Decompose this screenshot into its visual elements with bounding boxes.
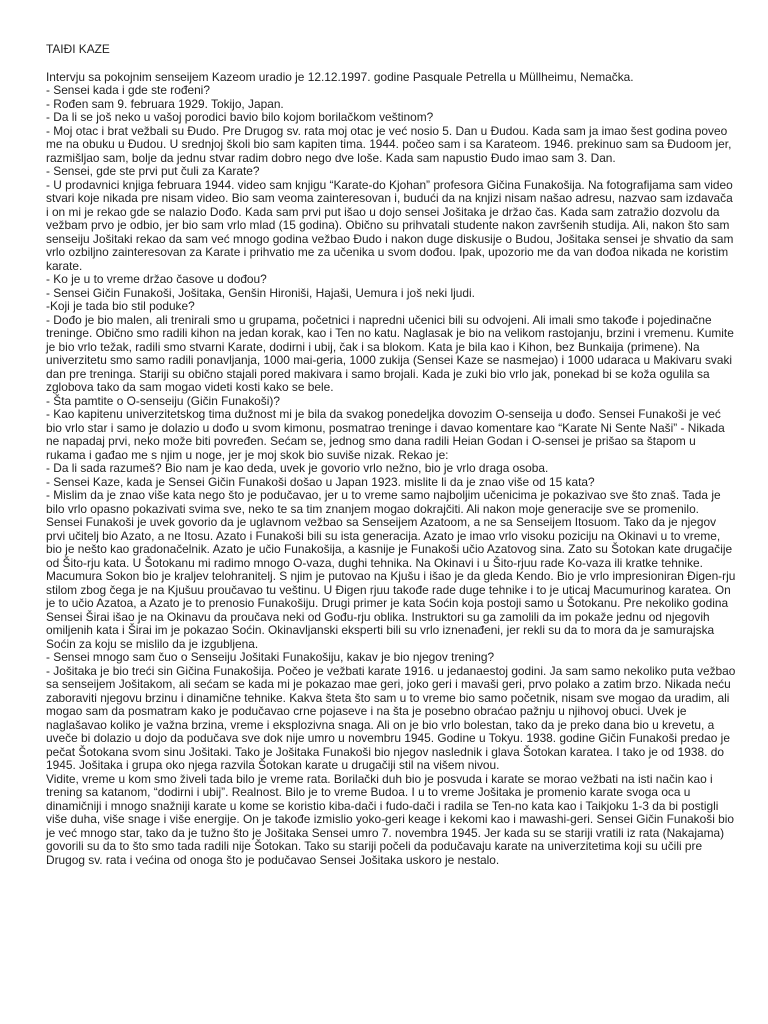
text-paragraph: - Moj otac i brat vežbali su Đudo. Pre Drugog sv. rata moj otac je već nosio 5. Dan u Đudou. Kada sam ja imao šest godina poveo me na obuku u Đudou. U srednjoj školi bio sam kapiten tima. 1944. počeo sam i sa Karateom. 1946. prekinuo sam sa Đudoom jer, razmišljao sam, bolje da jednu stvar radim dobro nego dve loše. Kada sam napustio Đudo imao sam 3. Dan.	[46, 123, 732, 165]
text-paragraph: -Koji je tada bio stil poduke?	[46, 299, 195, 313]
text-paragraph: - Sensei kada i gde ste rođeni?	[46, 83, 210, 97]
document-page	[46, 43, 736, 867]
text-paragraph: - Da li sada razumeš? Bio nam je kao deda, uvek je govorio vrlo nežno, bio je vrlo draga osoba.	[46, 461, 549, 475]
text-paragraph: - Sensei Gičin Funakoši, Jošitaka, Genšin Hironiši, Hajaši, Uemura i još neki ljudi.	[46, 285, 475, 300]
text-paragraph: - Šta pamtite o O-senseiju (Gičin Funakoši)?	[46, 393, 280, 408]
text-paragraph: Vidite, vreme u kom smo živeli tada bilo je vreme rata. Borilački duh bio je posvuda i karate se morao vežbati na isti način kao i trening sa katanom, “dodirni i ubij”. Realnost. Bilo je to vreme Budoa. I u to vreme Jošitaka je promenio karate svoga oca u dinamičniji i mnogo snažniji karate u kome se koristio kiba-dači i fudo-dači i radila se Ten-no kata kao i Taikjoku 1-3 da bi postigli više duha, više snage i više energije. On je takođe izmislio yoko-geri keage i kekomi kao i mawashi-geri. Sensei Gičin Funakoši bio je već mnogo star, tako da je tužno što je Jošitaka Sensei umro 7. novembra 1945. Jer kada su se stariji vratili iz rata (Nakajama) govorili su da to što smo tada radili nije Šotokan. Tako su stariji počeli da podučavaju karate na univerzitetima koji su učili pre Drugog sv. rata i većina od onoga što je podučavao Sensei Jošitaka uskoro je nestalo.	[46, 771, 735, 867]
document-body	[46, 71, 736, 868]
text-paragraph: - Sensei, gde ste prvi put čuli za Karate?	[46, 164, 260, 178]
text-paragraph: - Jošitaka je bio treći sin Gičina Funakošija. Počeo je vežbati karate 1916. u jedanaestoj godini. Ja sam samo nekoliko puta vežbao sa senseijem Jošitakom, ali sećam se kada mi je pokazao mae geri, joko geri i mavaši geri, prvo polako a zatim brzo. Nikada neću zaboraviti njegovu brzinu i dinamične tehnike. Kakva šteta što sam u to vreme bio samo početnik, nisam sve mogao da uradim, ali mogao sam da posmatram kako je podučavao crne pojaseve i na šta je posebno obraćao pažnju u njihovoj obuci. Uvek je naglašavao koliko je važna brzina, vreme i eksplozivna snaga. Ali on je bio vrlo bolestan, tako da je preko dana bio u krevetu, a uveče bi dolazio u dojo da podučava sve dok nije umro u novembru 1945. Godine u Tokyu. 1938. godine Gičin Funakoši predao je pečat Šotokana svom sinu Jošitaki. Tako je Jošitaka Funakoši bio njegov naslednik i glava Šotokan karateа. I tako je od 1938. do 1945. Jošitaka i grupa oko njega razvila Šotokan karate u drugačiji stil na višem nivou.	[46, 663, 736, 772]
text-paragraph: - Kao kapitenu univerzitetskog tima dužnost mi je bila da svakog ponedeljka dovozim O-senseija u dođo. Sensei Funakoši je već bio vrlo star i samo je dolazio u dođo u svom kimonu, posmatrao treninge i davao komentare kao “Karate Ni Sente Naši” - Nikada ne napadaj prvi, neko može biti povređen. Sećam se, jednog smo dana radili Heian Godan i O-sensei je prišao sa štapom u rukama i gađao me s njim u noge, jer je moj skok bio suviše nizak. Rekao je:	[46, 407, 725, 462]
text-paragraph: Intervju sa pokojnim senseijem Kazeom uradio je 12.12.1997. godine Pasquale Petrella u Müllheimu, Nemačka.	[46, 69, 634, 84]
text-paragraph: - Rođen sam 9. februara 1929. Tokijo, Japan.	[46, 96, 284, 111]
text-paragraph: - Dođo je bio malen, ali trenirali smo u grupama, početnici i napredni učenici bili su odvojeni. Ali imali smo takođe i pojedinačne treninge. Obično smo radili kihon na jedan korak, kao i Ten no katu. Naglasak je bio na velikom rastojanju, brzini i vremenu. Kumite je bio vrlo težak, radili smo stvarni Karate, dodirni i ubij, čak i sa blokom. Kata je bila kao i Kihon, bez Bunkaija (primene). Na univerzitetu smo samo radili ponavljanja, 1000 mai-geria, 1000 zukija (Sensei Kaze se nasmejao) i 1000 udaraca u Makivaru svaki dan pre treninga. Stariji su obično stajali pored makivara i samo brojali. Kada je zuki bio vrlo jak, ponekad bi se koža ogulila sa zglobova tako da sam mogao videti kosti kako se bele.	[46, 312, 734, 394]
text-paragraph: - Da li se još neko u vašoj porodici bavio bilo kojom borilačkom veštinom?	[46, 110, 434, 124]
text-paragraph: - Sensei Kaze, kada je Sensei Gičin Funakoši došao u Japan 1923. mislite li da je znao više od 15 kata?	[46, 474, 595, 489]
text-paragraph: - Sensei mnogo sam čuo o Senseiju Jošitaki Funakošiju, kakav je bio njegov trening?	[46, 650, 495, 664]
text-paragraph: - Mislim da je znao više kata nego što je podučavao, jer u to vreme samo najboljim učenicima je pokazivao sve što znaš. Tada je bilo vrlo opasno pokazivati svima sve, neko te sa tim znanjem mogao dokrajčiti. Ali nakon moje generacije sve se promenilo. Sensei Funakoši je uvek govorio da je uglavnom vežbao sa Senseijem Azatoom, a ne sa Senseijem Itosuom. Tako da je njegov prvi učitelj bio Azato, a ne Itosu. Azato i Funakoši bili su ista generacija. Azato je imao vrlo visoku poziciju na Okinavi u to vreme, bio je nešto kao gradonačelnik. Azato je učio Funakošija, a kasnije je Funakoši učio Azatovog sina. Zato su Šotokan kate drugačije od Šito-rju kata. U Šotokanu mi radimo mnogo O-vaza, dughi tehnika. Na Okinavi i u Šito-rjuu rade Ko-vaza ili kratke tehnike. Macumura Sokon bio je kraljev telohranitelj. S njim je putovao na Kjušu i išao je da gleda Kendo. Bio je vrlo impresioniran Đigen-rju stilom zbog čega je na Kjušuu proučavao tu veštinu. U Đigen rjuu takođe rade duge tehnike i to je uticaj Macumurinog karatea. On je to učio Azatoa, a Azato je to prenosio Funakošiju. Drugi primer je kata Soćin koja postoji samo u Šotokanu. Pre nekoliko godina Sensei Širai išao je na Okinavu da proučava neki od Gođu-rju oblika. Instruktori su ga zamolili da im pokaže jednu od njegovih omiljenih kata i Širai im je pokazao Soćin. Okinavljanski eksperti bili su vrlo iznenađeni, jer rekli su da to mora da je samurajska Soćin za koju se mislilo da je izgubljena.	[46, 488, 736, 651]
text-paragraph: - U prodavnici knjiga februara 1944. video sam knjigu “Karate-do Kjohan” profesora Gičina Funakošija. Na fotografijama sam video stvari koje nikada pre nisam video. Bio sam veoma zainteresovan i, budući da na knjizi nisam našao adresu, nazvao sam izdavača i on mi je rekao gde se nalazio Dođo. Kada sam prvi put išao u dojo sensei Jošitaka je držao čas. Kada sam zatražio dozvolu da vežbam prvo je odbio, jer bio sam vrlo mlad (15 godina). Obično su prihvatali studente nakon završenih studija. Ali, nakon što sam senseiju Jošitaki rekao da sam već mnogo godina vežbao Đudo i nakon duge diskusije o Budou, Jošitaka sensei je shvatio da sam vrlo ozbiljno zainteresovan za Karate i prihvatio me za učenika u svom dođou. Ipak, upozorio me da van dođoa nikada ne koristim karate.	[46, 177, 734, 273]
text-paragraph: - Ko je u to vreme držao časove u dođou?	[46, 272, 267, 286]
document-title: TAIĐI KAZE	[46, 42, 110, 56]
